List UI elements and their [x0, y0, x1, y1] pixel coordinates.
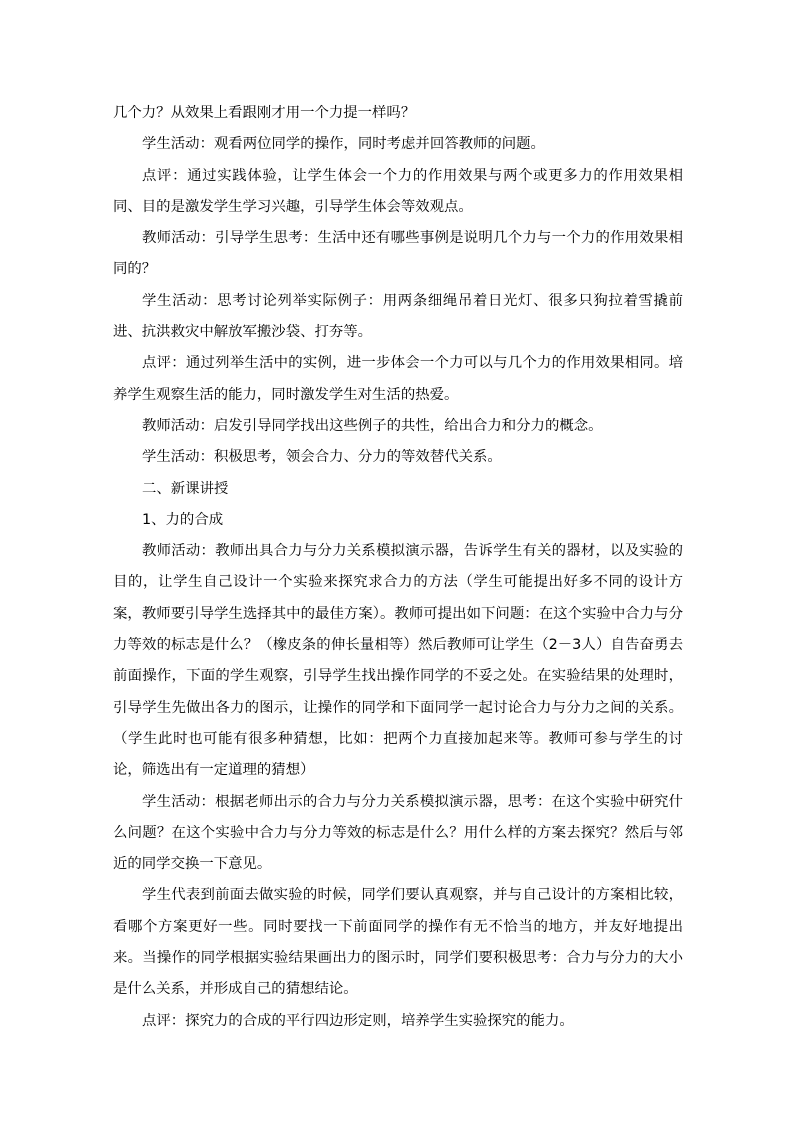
subsection-heading: 1、力的合成: [142, 511, 224, 528]
paragraph-1: 几个力？从效果上看跟刚才用一个力提一样吗？: [113, 105, 416, 121]
paragraph-5: 学生活动：思考讨论列举实际例子：用两条细绳吊着日光灯、很多只狗拉着雪撬前进、抗洪救灾中解放军搬沙袋、打夯等。: [113, 292, 683, 341]
paragraph-7: 教师活动：启发引导同学找出这些例子的共性，给出合力和分力的概念。: [142, 417, 603, 434]
section-heading: 二、新课讲授: [142, 480, 229, 497]
paragraph-4: 教师活动：引导学生思考：生活中还有哪些事例是说明几个力与一个力的作用效果相同的？: [113, 230, 683, 278]
paragraph-11: 教师活动：教师出具合力与分力关系模拟演示器，告诉学生有关的器材，以及实验的目的，让学生自己设计一个实验来探究求合力的方法（学生可能提出好多不同的设计方案，教师要引导学生选择其中的最佳方案）。教师可提出如下问题：在这个实验中合力与分力等效的标志是什么？（橡皮条的伸长量相等）然后教师可让学生（2－3人）自告奋勇去前面操作，下面的学生观察，引导学生找出操作同学的不妥之处。在实验结果的处理时，引导学生先做出各力的图示，让操作的同学和下面同学一起讨论合力与分力之间的关系。（学生此时也可能有很多种猜想，比如：把两个力直接加起来等。教师可参与学生的讨论，筛选出有一定道理的猜想）: [113, 543, 683, 779]
paragraph-2: 学生活动：观看两位同学的操作，同时考虑并回答教师的问题。: [142, 136, 545, 153]
document-page: [113, 98, 683, 1037]
paragraph-14: 点评：探究力的合成的平行四边形定则，培养学生实验探究的能力。: [142, 1012, 574, 1029]
paragraph-3: 点评：通过实践体验，让学生体会一个力的作用效果与两个或更多力的作用效果相同、目的是激发学生学习兴趣，引导学生体会等效观点。: [113, 167, 683, 215]
paragraph-6: 点评：通过列举生活中的实例，进一步体会一个力可以与几个力的作用效果相同。培养学生观察生活的能力，同时激发学生对生活的热爱。: [113, 355, 683, 403]
paragraph-8: 学生活动：积极思考，领会合力、分力的等效替代关系。: [142, 449, 502, 466]
paragraph-13: 学生代表到前面去做实验的时候，同学们要认真观察，并与自己设计的方案相比较，看哪个方案更好一些。同时要找一下前面同学的操作有无不恰当的地方，并友好地提出来。当操作的同学根据实验结果画出力的图示时，同学们要积极思考：合力与分力的大小是什么关系，并形成自己的猜想结论。: [113, 887, 683, 998]
paragraph-12: 学生活动：根据老师出示的合力与分力关系模拟演示器，思考：在这个实验中研究什么问题？在这个实验中合力与分力等效的标志是什么？用什么样的方案去探究？然后与邻近的同学交换一下意见。: [113, 793, 683, 873]
